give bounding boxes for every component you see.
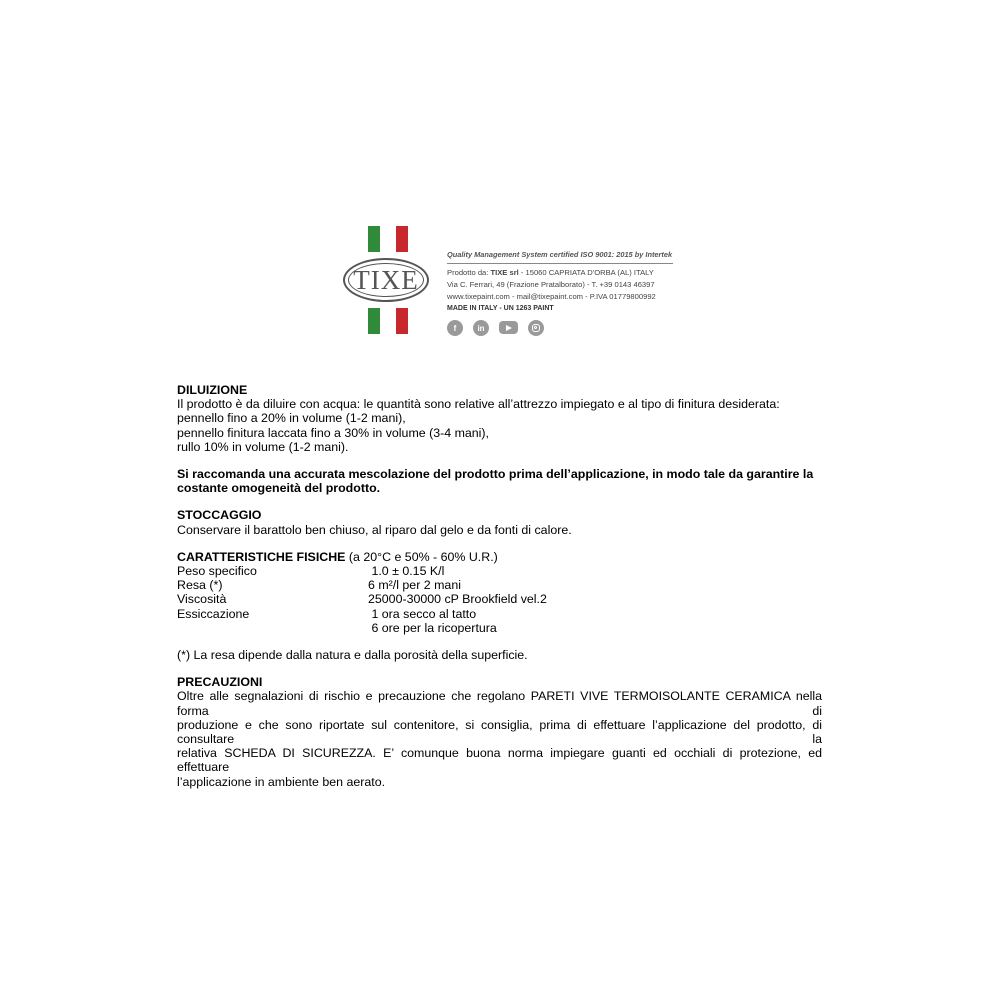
property-value: 6 ore per la ricopertura [368, 620, 497, 635]
precauzioni-line: Oltre alle segnalazioni di rischio e precauzione che regolano PARETI VIVE TERMOISOLANTE CERAMICA nella forma di [177, 689, 822, 718]
social-links [447, 320, 687, 336]
recommendation-line: Si raccomanda una accurata mescolazione del prodotto prima dell’applicazione, in modo tale da garantire la [177, 467, 814, 482]
producer-location: - 15060 CAPRIATA D'ORBA (AL) ITALY [518, 268, 654, 277]
youtube-icon[interactable] [499, 321, 518, 334]
caratteristiche-heading [177, 550, 822, 564]
producer-prefix: Prodotto da: [447, 268, 491, 277]
caratteristiche-title: CARATTERISTICHE FISICHE [177, 549, 346, 564]
diluizione-line: pennello finitura laccata fino a 30% in volume (3-4 mani), [177, 425, 489, 440]
resa-note: (*) La resa dipende dalla natura e dalla porosità della superficie. [177, 647, 528, 662]
stoccaggio-heading: STOCCAGGIO [177, 508, 262, 523]
property-value: 25000-30000 cP Brookfield vel.2 [368, 592, 547, 607]
diluizione-line: rullo 10% in volume (1-2 mani). [177, 439, 349, 454]
linkedin-icon[interactable] [473, 320, 489, 336]
property-value: 6 m²/l per 2 mani [368, 578, 461, 593]
company-info [447, 250, 687, 336]
precauzioni-heading: PRECAUZIONI [177, 675, 263, 690]
property-name [177, 621, 368, 635]
made-in-italy: MADE IN ITALY - UN 1263 PAINT [447, 305, 554, 312]
property-row [177, 578, 822, 592]
tixe-logo [340, 226, 436, 334]
logo-oval [343, 258, 429, 302]
precauzioni-line: l’applicazione in ambiente ben aerato. [177, 774, 386, 789]
property-row [177, 621, 822, 635]
diluizione-heading: DILUIZIONE [177, 383, 248, 397]
diluizione-line: pennello fino a 20% in volume (1-2 mani), [177, 411, 406, 426]
producer-company: TIXE srl [490, 268, 519, 277]
stoccaggio-text: Conservare il barattolo ben chiuso, al riparo dal gelo e da fonti di calore. [177, 522, 572, 537]
producer-line [447, 267, 687, 279]
property-name: Resa (*) [177, 578, 223, 593]
caratteristiche-conditions: (a 20°C e 50% - 60% U.R.) [345, 549, 498, 564]
property-name: Essiccazione [177, 606, 250, 621]
header-divider [447, 263, 673, 264]
property-row [177, 607, 822, 621]
property-row [177, 592, 822, 606]
property-name: Viscosità [177, 592, 227, 607]
facebook-icon[interactable] [447, 320, 463, 336]
property-name: Peso specifico [177, 564, 257, 579]
document-body [177, 383, 822, 789]
address-line: Via C. Ferrari, 49 (Frazione Pratalborato) - T. +39 0143 46397 [447, 280, 655, 289]
precauzioni-line: produzione e che sono riportate sul contenitore, si consiglia, prima di effettuare l’applicazione del prodotto, di consultare la [177, 717, 822, 746]
facebook-glyph: f [453, 323, 457, 333]
logo-text: TIXE [353, 265, 419, 295]
instagram-icon[interactable] [528, 320, 544, 336]
linkedin-glyph: in [477, 323, 485, 333]
property-value: 1.0 ± 0.15 K/l [368, 564, 445, 579]
diluizione-intro: Il prodotto è da diluire con acqua: le quantità sono relative all’attrezzo impiegato e al tipo di finitura desiderata: [177, 397, 780, 412]
properties-table [177, 564, 822, 635]
property-row [177, 564, 822, 578]
recommendation-line: costante omogeneità del prodotto. [177, 481, 381, 496]
property-value: 1 ora secco al tatto [368, 606, 477, 621]
web-line: www.tixepaint.com - mail@tixepaint.com - P.IVA 01779800992 [447, 292, 656, 301]
quality-certification: Quality Management System certified ISO 9001: 2015 by Intertek [447, 250, 673, 259]
precauzioni-line: relativa SCHEDA DI SICUREZZA. E’ comunque buona norma impiegare guanti ed occhiali di protezione, ed effettuare [177, 746, 822, 775]
